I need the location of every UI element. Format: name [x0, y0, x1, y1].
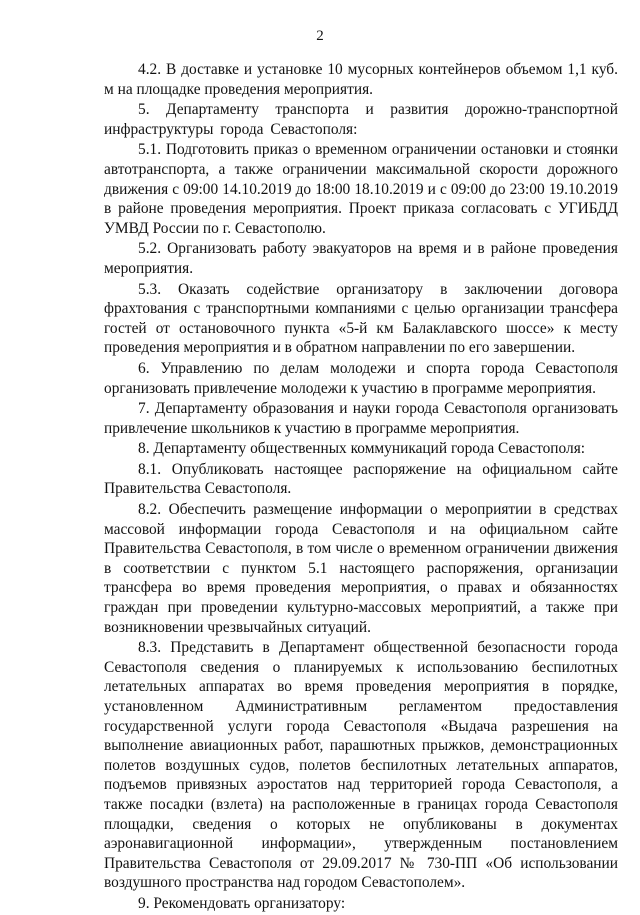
paragraph-8: 8. Департаменту общественных коммуникаций города Севастополя:: [138, 440, 586, 458]
paragraph-5-3: 5.3. Оказать содействие организатору в заключении договора фрахтования с транспортными компаниями с целью организации трансфера гостей от остановочного пункта «5-й км Балаклавского шоссе» к месту проведения мероприятия и в обратном направлении по его завершении.: [104, 280, 618, 357]
document-body: [104, 60, 618, 915]
paragraph-8-3: 8.3. Представить в Департамент общественной безопасности города Севастополя сведения о планируемых к использованию беспилотных летательных аппаратах во время проведения мероприятия в порядке, установленном Административным регламентом предоставления государственной услуги города Севастополя «Выдача разрешения на выполнение авиационных работ, парашютных прыжков, демонстрационных полетов воздушных судов, полетов беспилотных летательных аппаратов, подъемов привязных аэростатов над территорией города Севастополя, а также посадки (взлета) на расположенные в границах города Севастополя площадки, сведения о которых не опубликованы в документах аэронавигационной информации», утвержденным постановлением Правительства Севастополя от 29.09.2017 № 730-ПП «Об использовании воздушного пространства над городом Севастополем».: [104, 639, 618, 892]
paragraph-9: 9. Рекомендовать организатору:: [138, 894, 346, 912]
paragraph-8-1: 8.1. Опубликовать настоящее распоряжение на официальном сайте Правительства Севастополя.: [104, 460, 618, 498]
paragraph-5: 5. Департаменту транспорта и развития дорожно-транспортной инфраструктуры города Севастополя:: [104, 101, 618, 138]
paragraph-5-1: 5.1. Подготовить приказ о временном ограничении остановки и стоянки автотранспорта, а также ограничении максимальной скорости дорожного движения с 09:00 14.10.2019 до 18:00 18.10.2019 и с 09:00 до 23:00 19.10.2019 в районе проведения мероприятия. Проект приказа согласовать с УГИБДД УМВД России по г. Севастополю.: [104, 141, 618, 237]
paragraph-6: 6. Управлению по делам молодежи и спорта города Севастополя организовать привлечение молодежи к участию в программе мероприятия.: [104, 359, 618, 397]
paragraph-4-2: 4.2. В доставке и установке 10 мусорных контейнеров объемом 1,1 куб. м на площадке проведения мероприятия.: [104, 61, 618, 98]
paragraph-5-2: 5.2. Организовать работу эвакуаторов на время и в районе проведения мероприятия.: [104, 240, 618, 277]
paragraph-7: 7. Департаменту образования и науки города Севастополя организовать привлечение школьников к участию в программе мероприятия.: [104, 400, 618, 437]
paragraph-8-2: 8.2. Обеспечить размещение информации о мероприятии в средствах массовой информации города Севастополя и на официальном сайте Правительства Севастополя, в том числе о временном ограничении движения в соответствии с пунктом 5.1 настоящего распоряжения, организации трансфера во время проведения мероприятия, о правах и обязанностях граждан при проведении культурно-массовых мероприятий, а также при возникновении чрезвычайных ситуаций.: [104, 501, 618, 636]
page-number: 2: [316, 28, 324, 44]
